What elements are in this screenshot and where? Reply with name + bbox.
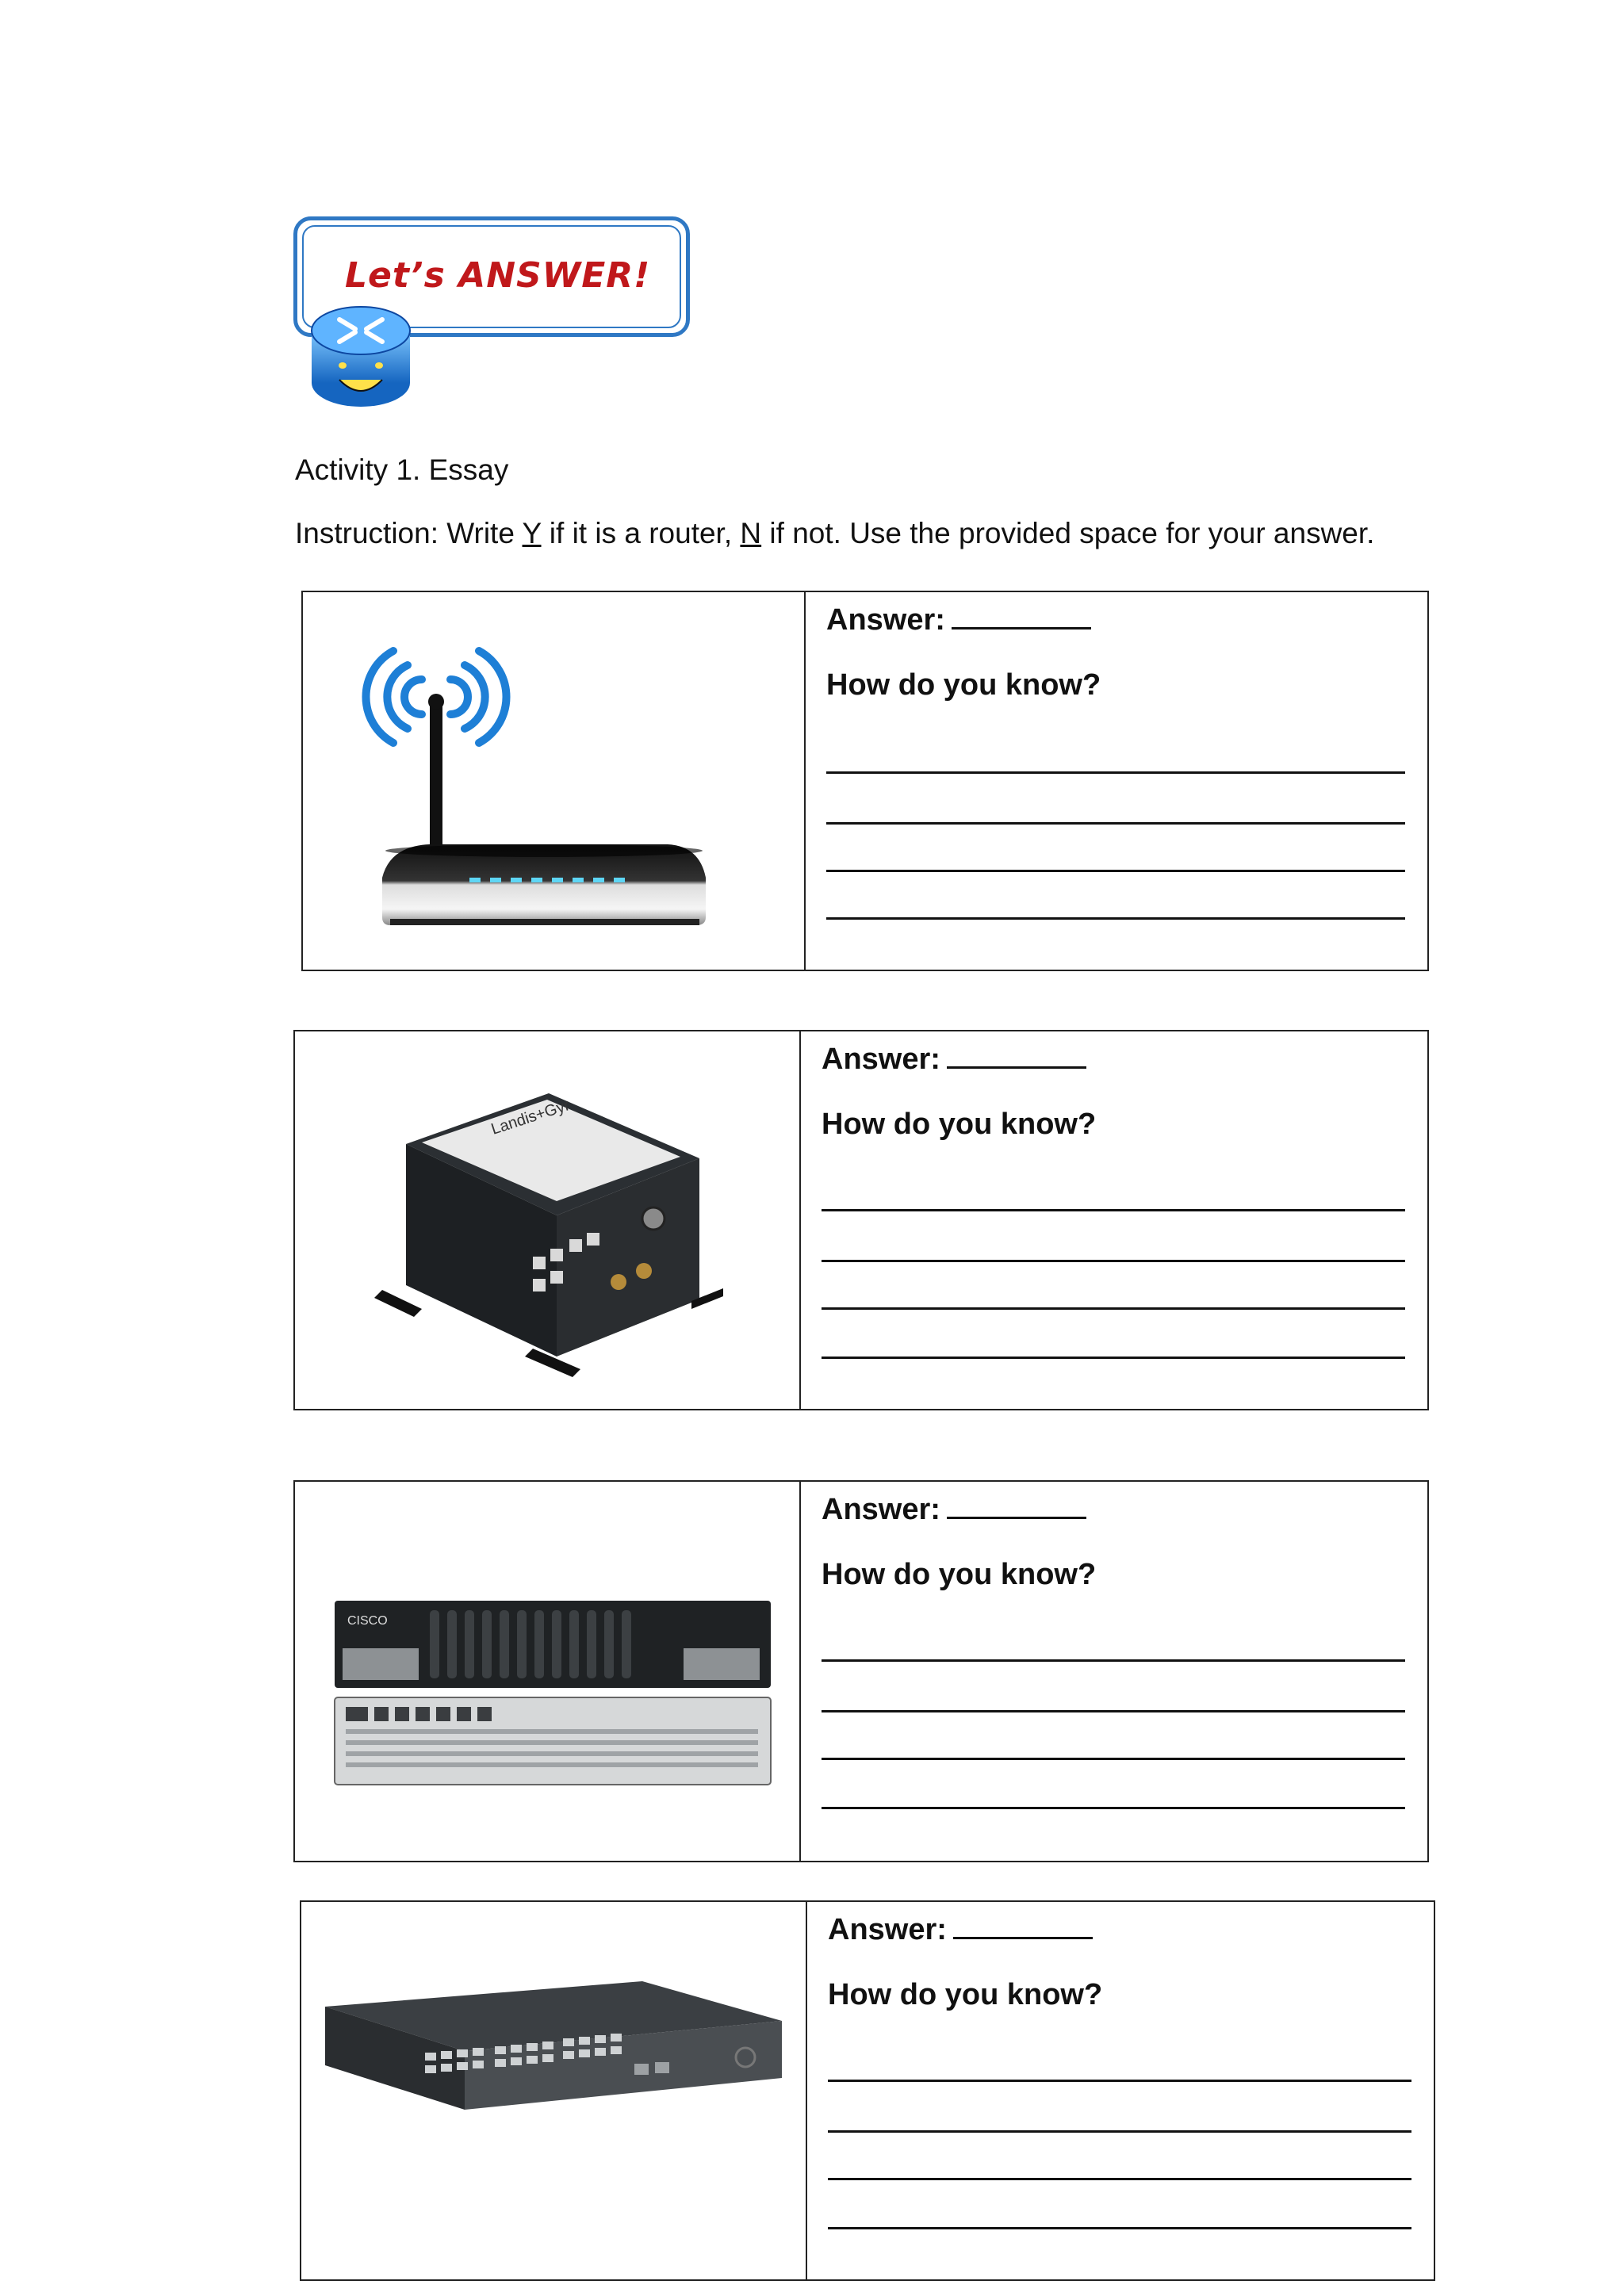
write-line[interactable] [826,822,1405,825]
write-line[interactable] [822,1758,1405,1760]
how-label-2: How do you know? [822,1108,1097,1141]
instruction-y: Y [522,517,542,549]
cisco-router-icon [295,1482,798,1861]
write-line[interactable] [822,1307,1405,1310]
write-line[interactable] [828,2227,1411,2229]
answer-blank-1[interactable] [952,603,1091,629]
write-line[interactable] [828,2130,1411,2133]
write-line[interactable] [826,870,1405,872]
write-line[interactable] [822,1710,1405,1712]
answer-label-1: Answer: [826,603,1091,637]
how-label-1: How do you know? [826,668,1101,702]
answer-blank-3[interactable] [947,1493,1086,1519]
activity-title: Activity 1. Essay [295,453,509,486]
industrial-router-icon [295,1031,798,1409]
instruction-text [295,517,1374,550]
answer-area-1 [806,592,1427,970]
svg-text:Landis+Gyr: Landis+Gyr [488,1096,573,1138]
question-row-1 [301,591,1429,971]
question-image-4 [301,1902,807,2279]
badge-text: Let’s ANSWER! [345,255,651,296]
how-label-3: How do you know? [822,1558,1097,1591]
how-label-4: How do you know? [828,1978,1103,2011]
question-image-2 [295,1031,801,1409]
question-image-3 [295,1482,801,1861]
answer-blank-4[interactable] [953,1913,1093,1939]
question-row-3 [293,1480,1429,1862]
instruction-prefix: Instruction: Write [295,517,523,549]
svg-text:CISCO: CISCO [347,1614,388,1628]
write-line[interactable] [826,771,1405,774]
wireless-router-icon [303,592,802,970]
question-image-1 [303,592,806,970]
answer-area-4 [807,1902,1434,2279]
answer-area-2 [801,1031,1427,1409]
answer-label-4: Answer: [828,1913,1093,1947]
write-line[interactable] [828,2080,1411,2082]
router-mascot-icon [308,304,414,410]
write-line[interactable] [822,1260,1405,1262]
write-line[interactable] [822,1209,1405,1211]
instruction-n: N [740,517,762,549]
answer-blank-2[interactable] [947,1043,1086,1069]
network-switch-icon [301,1902,804,2279]
answer-label-3: Answer: [822,1493,1086,1527]
write-line[interactable] [828,2178,1411,2180]
write-line[interactable] [826,917,1405,920]
instruction-suffix: if not. Use the provided space for your answer. [761,517,1375,549]
write-line[interactable] [822,1807,1405,1809]
answer-area-3 [801,1482,1427,1861]
write-line[interactable] [822,1357,1405,1359]
question-row-4 [300,1900,1435,2281]
write-line[interactable] [822,1659,1405,1662]
question-row-2 [293,1030,1429,1410]
answer-label-2: Answer: [822,1043,1086,1077]
instruction-mid: if it is a router, [541,517,741,549]
